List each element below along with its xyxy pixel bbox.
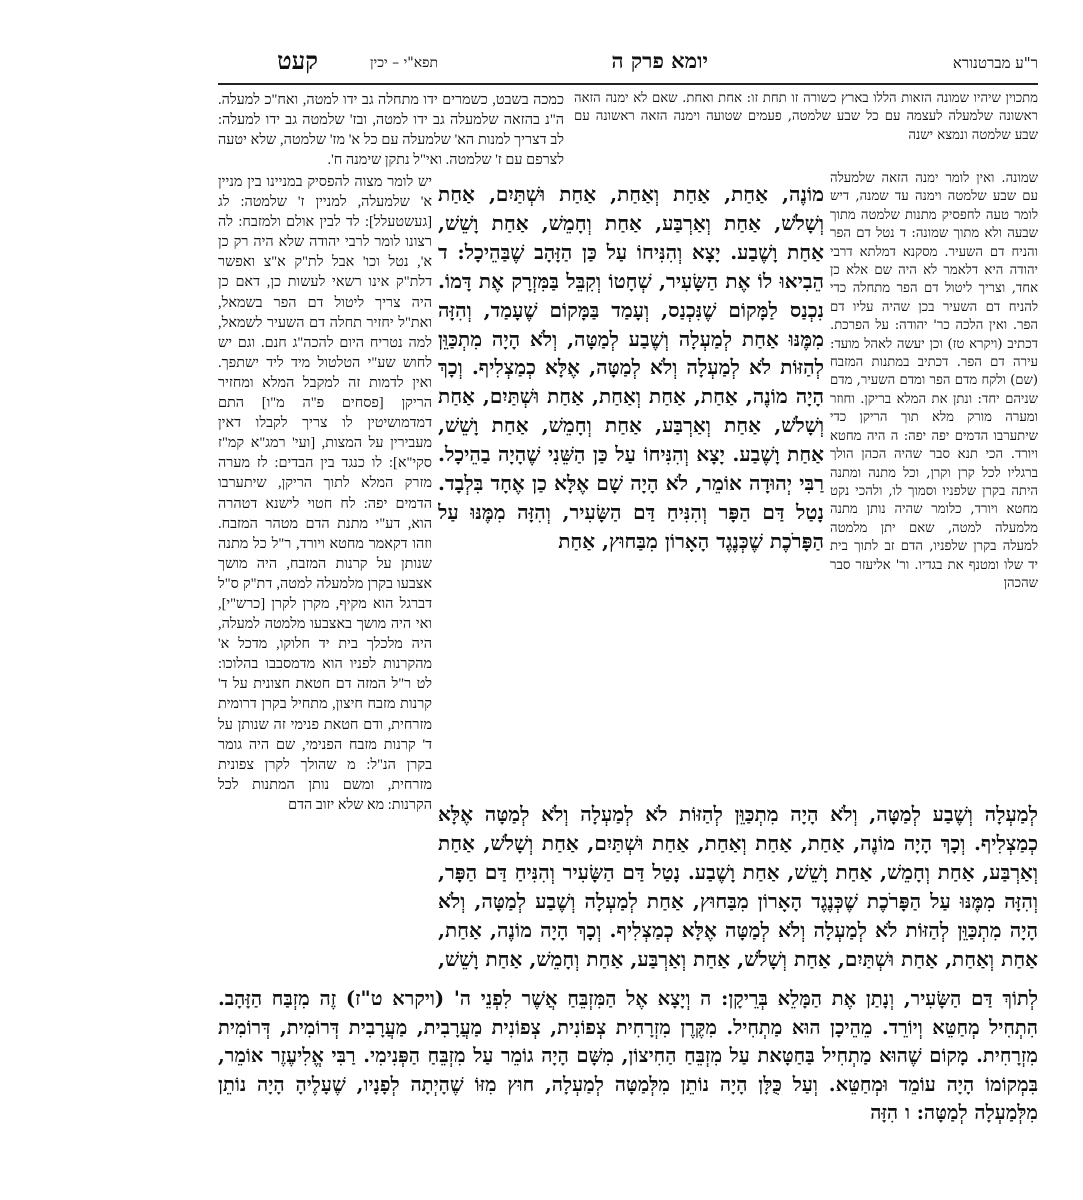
section-reference: תפא"י – יכין <box>369 55 438 71</box>
mishnah-main-column <box>438 180 824 796</box>
commentary-title: ר"ע מברטנורא <box>952 54 1038 72</box>
mishnah-full-text: לְתוֹךְ דַּם הַשָּׂעִיר, וְנָתַן אֶת הַמָּלֵא בְּרֵיקָן: ה וְיָצָא אֶל הַמִּזְבֵּחַ אֲשֶׁר לִפְנֵי ה' (ויקרא ט"ז) זֶה מִזְבַּח הַזָּהָב. הִתְחִיל מְחַטֵּא וְיוֹרֵד. מֵהֵיכָן הוּא מַתְחִיל. מִקֶּרֶן מִזְרָחִית צְפוֹנִית, צְפוֹנִית מַעֲרָבִית, מַעֲרָבִית דְּרוֹמִית, דְּרוֹמִית מִזְרָחִית. מָקוֹם שֶׁהוּא מַתְחִיל בַּחַטָּאת עַל מִזְבֵּחַ הַחִיצוֹן, מִשָּׁם הָיָה גוֹמֵר עַל מִזְבֵּחַ הַפְּנִימִי. רַבִּי אֱלִיעֶזֶר אוֹמֵר, בִּמְקוֹמוֹ הָיָה עוֹמֵד וּמְחַטֵּא. וְעַל כֻּלָּן הָיָה נוֹתֵן מִלְּמַטָּה לְמַעְלָה, חוּץ מִזּוֹ שֶׁהָיְתָה לְפָנָיו, שֶׁעָלֶיהָ הָיָה נוֹתֵן מִלְּמַעְלָה לְמַטָּה: ו הִזָּה <box>218 987 1038 1125</box>
page-header <box>218 48 1038 78</box>
mishnah-column-text: מוֹנֶה, אַחַת, אַחַת וְאַחַת, אַחַת וּשְׁתַּיִם, אַחַת וְשָׁלֹשׁ, אַחַת וְאַרְבַּע, אַחַת וְחָמֵשׁ, אַחַת וָשֵׁשׁ, אַחַת וָשֶׁבַע. יָצָא וְהִנִּיחוֹ עַל כַּן הַזָּהָב שֶׁבַּהֵיכָל: ד הֵבִיאוּ לוֹ אֶת הַשָּׂעִיר, שְׁחָטוֹ וְקִבֵּל בַּמִּזְרָק אֶת דָּמוֹ. נִכְנַס לַמָּקוֹם שֶׁנִּכְנַס, וְעָמַד בַּמָּקוֹם שֶׁעָמַד, וְהִזָּה מִמֶּנּוּ אַחַת לְמַעְלָה וְשֶׁבַע לְמַטָּה, וְלֹא הָיָה מִתְכַּוֵּן לְהַזּוֹת לֹא לְמַעְלָה וְלֹא לְמַטָּה, אֶלָּא כְמַצְלִיף. וְכָךְ הָיָה מוֹנֶה, אַחַת, אַחַת וְאַחַת, אַחַת וּשְׁתַּיִם, אַחַת וְשָׁלֹשׁ, אַחַת וְאַרְבַּע, אַחַת וְחָמֵשׁ, אַחַת וָשֵׁשׁ, אַחַת וָשֶׁבַע. יָצָא וְהִנִּיחוֹ עַל כַּן הַשֵּׁנִי שֶׁהָיָה בַהֵיכָל. רַבִּי יְהוּדָה אוֹמֵר, לֹא הָיָה שָׁם אֶלָּא כַן אֶחָד בִּלְבָד. נָטַל דַּם הַפָּר וְהִנִּיחַ דַּם הַשָּׂעִיר, וְהִזָּה מִמֶּנּוּ עַל הַפָּרֹכֶת שֶׁכְּנֶגֶד הָאָרוֹן מִבַּחוּץ, אַחַת <box>438 182 824 553</box>
bartenura-commentary-column <box>830 170 1038 900</box>
tiferet-top-text: כמכה בשבט, כשמרים ידו מתחלה גב ידו למטה, ואח"כ למעלה. ה"נ בהזאה שלמעלה גב ידו למטה, ובז' שלמטה גב ידו למעלה: לב דצריך למנות הא' שלמעלה עם כל א' מז' שלמטה, שלא יטעה לצרפם עם ז' שלמטה. ואי"ל נתקן שימנה ח'. <box>218 92 564 169</box>
header-rule <box>218 83 1038 85</box>
tiferet-commentary-column <box>218 172 432 980</box>
bartenura-column-text: שמונה. ואין לומר ימנה הזאה שלמעלה עם שבע שלמטה וימנה עד שמנה, דיש לומר טעה לחפסיק מתנות שלמטה מתוך שבעה ולא מתוך שמונה: ד נטל דם הפר והניח דם השעיר. מסקנא דמלתא דרבי יהודה היא דלאמר לא היה שם אלא כן אחד, וצריך ליטול דם הפר מתחלה כדי להניח דם השעיר בכן שהיה עליו דם הפר. ואין הלכה כר' יהודה: על הפרכת. דכתיב (ויקרא טז) וכן יעשה לאהל מועד: עירה דם הפר. דכתיב במתנות המזבח (שם) ולקח מדם הפר ומדם השעיר, מדם שניהם יחד: ונתן את המלא בריקן. וחוזר ומערה מורק מלא תוך הריקן כדי שיתערבו הדמים יפה יפה: ה היה מחטא ויורד. הכי תנא סבר שהיה הכהן הולך ברגליו לכל קרן וקרן, וכל מתנה ומתנה היתה בקרן שלפניו וסמוך לו, ולהכי נקט מחטא ויורד, כלומר שהיה נותן מתנה מלמעלה למטה, שאם יתן מלמטה למעלה בקרן שלפניו, הדם זב לתוך בית יד שלו ומטנף את בגדיו. ור' אליעזר סבר שהכהן <box>830 171 1038 591</box>
tiferet-commentary-top <box>218 90 564 170</box>
chapter-title: יומא פרק ה <box>611 48 708 73</box>
mishnah-wide-block <box>438 800 1038 976</box>
tiferet-column-text: יש לומר מצוה להפסיק במניינו בין מניין א' שלמעלה, למניין ז' שלמטה: לג [געשטעלל]: לד לבין אולם ולמזבח: לה רצונו לומר לרבי יהודה שלא היה רק כן א', נטל וכו' אבל לת"ק א"צ ואפשר דלת"ק אינו רשאי לעשות כן, דאם כן היה צריך ליטול דם הפר בשמאל, ואת"ל יחזיר תחלה דם השעיר לשמאל, למה נטריח היום להכה"ג חנם. וגם יש לחוש שע"י הטלטול מיד ליד ישתפך. ואין לדמות זה למקבל המלא ומחזיר הריקן [פסחים פ"ה מ"ו] התם דמדמושיטין לו צריך לקבלו דאין מעבירין על המצות, [ועי' רמג"א קמ"ז סקי"א]: לו כנגד בין הבדים: לז מערה מזרק המלא לתוך הריקן, שיתערבו הדמים יפה: לח חטוי לישנא דטהרה הוא, דע"י מתנת הדם מטהר המזבח. וזהו דקאמר מחטא ויורד, ר"ל כל מתנה שנותן על קרנות המזבח, היה מושך אצבעו בקרן מלמעלה למטה, דת"ק ס"ל דברגל הוא מקיף, מקרן לקרן [כרש"י], ואי היה מושך באצבעו מלמטה למעלה, היה מלכלך בית יד חלוקו, מדכל א' מהקרנות לפניו הוא מדמסבבו בהלוכו: לט ר"ל המזה דם חטאת חצונית על ד' קרנות מזבח חיצון, מתחיל בקרן דרומית מזרחית, ודם חטאת פנימי זה שנותן על ד' קרנות מזבח הפנימי, שם היה גומר בקרן הנ"ל: מ שהולך לקרן צפונית מזרחית, ומשם נותן המתנות לכל הקרנות: מא שלא יזוב הדם <box>218 174 432 813</box>
mishnah-full-width-block <box>218 985 1038 1125</box>
page-number: קעט <box>277 46 318 75</box>
bartenura-commentary-top <box>574 90 1038 170</box>
bartenura-top-text: מתכוין שיהיו שמונה הזאות הללו בארץ כשורה זו תחת זו: אחת ואחת. שאם לא ימנה הזאה ראשונה שלמעלה לעצמה עם כל שבע שלמטה, פעמים שטועה וימנה הזאה ראשונה עם שבע שלמטה ונמצא ישנה <box>574 91 1038 143</box>
mishnah-wide-text: לְמַעְלָה וְשֶׁבַע לְמַטָּה, וְלֹא הָיָה מִתְכַּוֵּן לְהַזּוֹת לֹא לְמַעְלָה וְלֹא לְמַטָּה אֶלָּא כְמַצְלִיף. וְכָךְ הָיָה מוֹנֶה, אַחַת, אַחַת וְאַחַת, אַחַת וּשְׁתַּיִם, אַחַת וְשָׁלֹשׁ, אַחַת וְאַרְבַּע, אַחַת וְחָמֵשׁ, אַחַת וָשֵׁשׁ, אַחַת וָשֶׁבַע. נָטַל דַּם הַשָּׂעִיר וְהִנִּיחַ דַּם הַפָּר, וְהִזָּה מִמֶּנּוּ עַל הַפָּרֹכֶת שֶׁכְּנֶגֶד הָאָרוֹן מִבַּחוּץ, אַחַת לְמַעְלָה וְשֶׁבַע לְמַטָּה, וְלֹא הָיָה מִתְכַּוֵּן לְהַזּוֹת לֹא לְמַעְלָה וְלֹא לְמַטָּה אֶלָּא כְמַצְלִיף. וְכָךְ הָיָה מוֹנֶה, אַחַת, אַחַת וְאַחַת, אַחַת וּשְׁתַּיִם, אַחַת וְשָׁלֹשׁ, אַחַת וְאַרְבַּע, אַחַת וְחָמֵשׁ, אַחַת וָשֵׁשׁ, <box>438 802 1038 971</box>
